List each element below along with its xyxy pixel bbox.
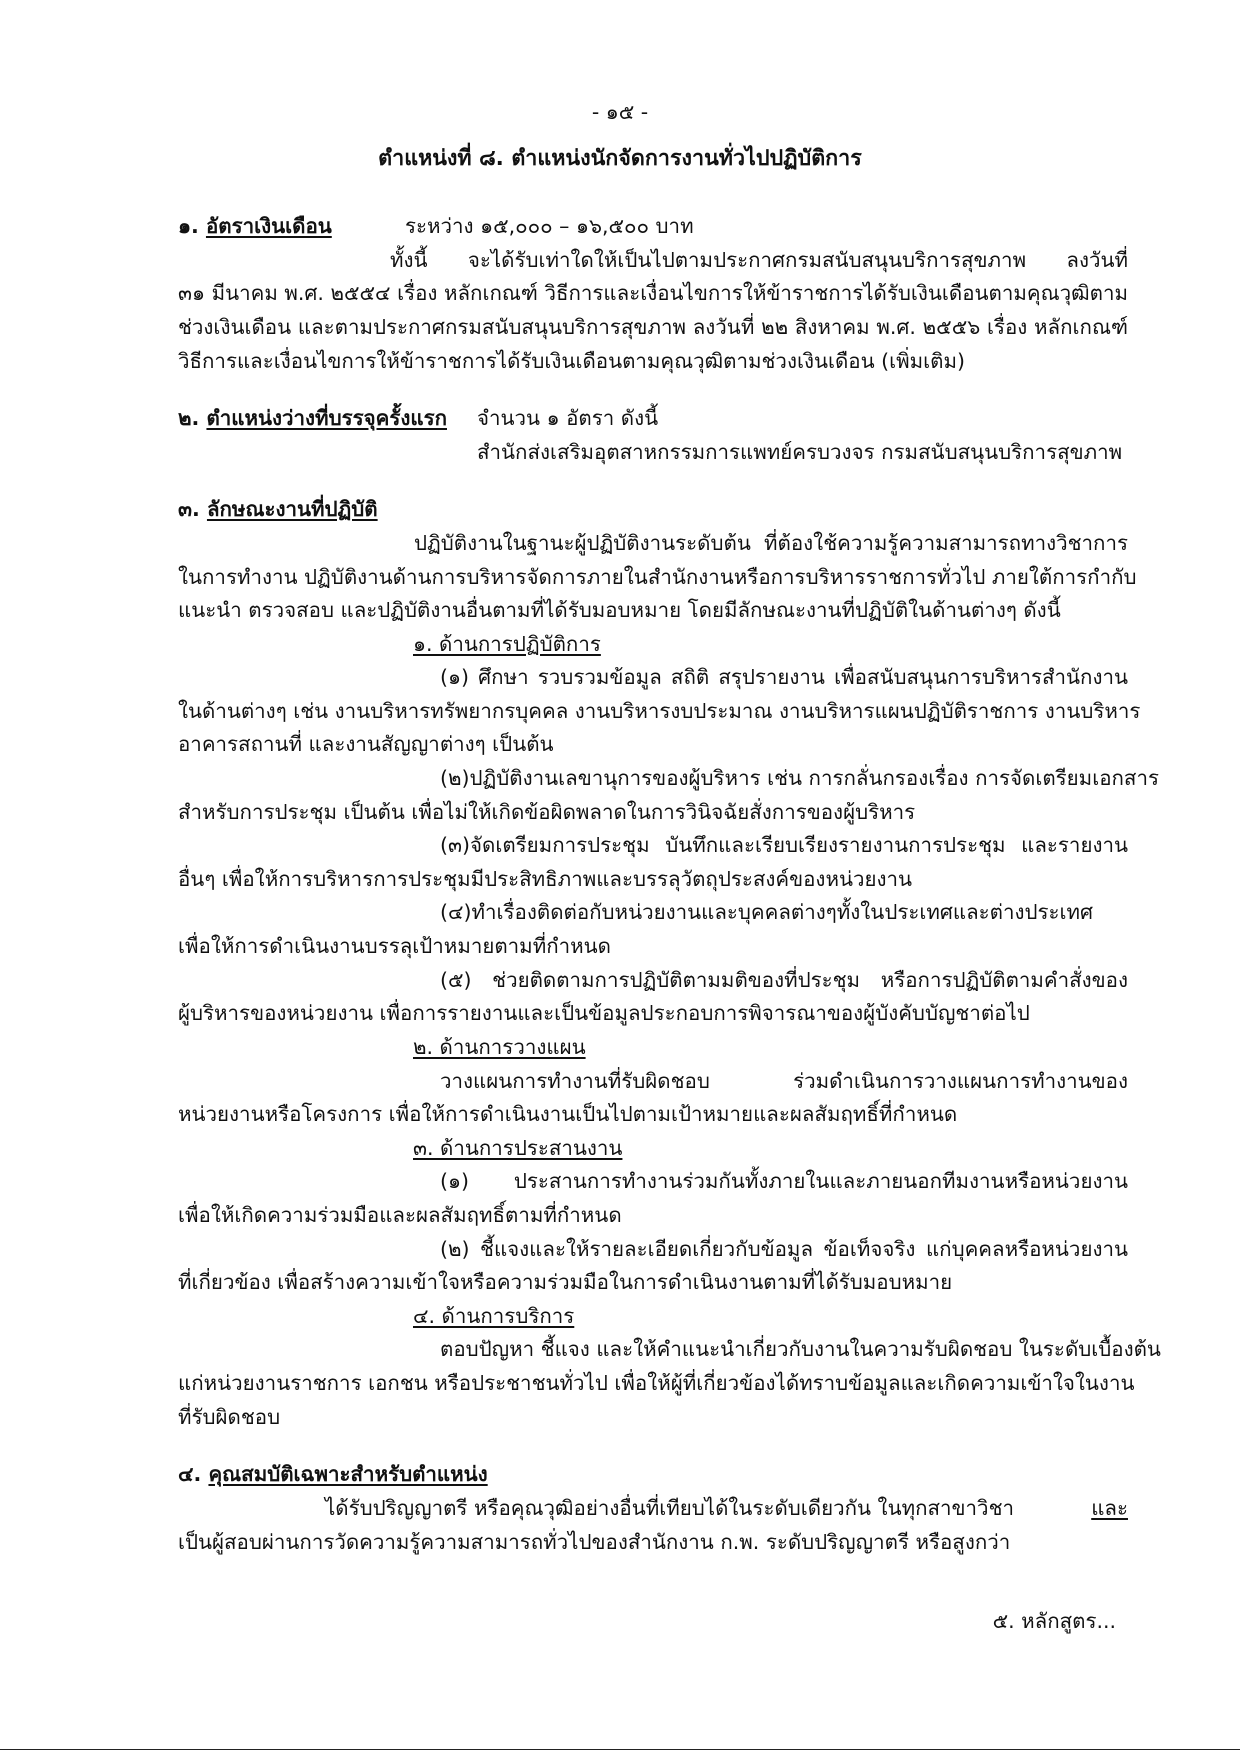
subsection-service-heading: ๔. ด้านการบริการ: [413, 1304, 575, 1328]
qualification-text: ได้รับปริญญาตรี หรือคุณวุฒิอย่างอื่นที่เทียบได้ในระดับเดียวกัน ในทุกสาขาวิชา: [325, 1496, 1014, 1520]
service-line: แก่หน่วยงานราชการ เอกชน หรือประชาชนทั่วไป เพื่อให้ผู้ที่เกี่ยวข้องได้ทราบข้อมูลและเกิดความเข้าใจในงาน: [178, 1371, 1135, 1395]
section3-number: ๓.: [178, 497, 200, 521]
operations-item-line: (๓)จัดเตรียมการประชุม บันทึกและเรียบเรียงรายงานการประชุม และรายงาน: [440, 833, 1128, 857]
planning-line: หน่วยงานหรือโครงการ เพื่อให้การดำเนินงานเป็นไปตามเป้าหมายและผลสัมฤทธิ์ที่กำหนด: [178, 1102, 958, 1126]
salary-range: ระหว่าง ๑๕,๐๐๐ – ๑๖,๕๐๐ บาท: [405, 214, 694, 238]
section1-line: ๓๑ มีนาคม พ.ศ. ๒๕๕๔ เรื่อง หลักเกณฑ์ วิธีการและเงื่อนไขการให้ข้าราชการได้รับเงินเดือนตามคุณวุฒิตาม: [178, 281, 1128, 305]
section3-intro-line: แนะนำ ตรวจสอบ และปฏิบัติงานอื่นตามที่ได้รับมอบหมาย โดยมีลักษณะงานที่ปฏิบัติในด้านต่างๆ ดังนี้: [178, 598, 1061, 622]
section4-title: คุณสมบัติเฉพาะสำหรับตำแหน่ง: [208, 1462, 488, 1486]
operations-item-line: ในด้านต่างๆ เช่น งานบริหารทรัพยากรบุคคล งานบริหารงบประมาณ งานบริหารแผนปฏิบัติราชการ งานบริหาร: [178, 699, 1141, 723]
page-number: - ๑๕ -: [591, 100, 649, 124]
section3-intro-line: ปฏิบัติงานในฐานะผู้ปฏิบัติงานระดับต้น ที่ต้องใช้ความรู้ความสามารถทางวิชาการ: [414, 531, 1128, 555]
operations-item-line: (๕) ช่วยติดตามการปฏิบัติตามมติของที่ประชุม หรือการปฏิบัติตามคำสั่งของ: [440, 968, 1128, 992]
qualification-line: เป็นผู้สอบผ่านการวัดความรู้ความสามารถทั่วไปของสำนักงาน ก.พ. ระดับปริญญาตรี หรือสูงกว่า: [178, 1530, 1011, 1554]
section4-heading: [178, 1458, 488, 1491]
bottom-rule: [0, 1749, 1240, 1750]
section1-line: ช่วงเงินเดือน และตามประกาศกรมสนับสนุนบริการสุขภาพ ลงวันที่ ๒๒ สิงหาคม พ.ศ. ๒๕๕๖ เรื่อง หลักเกณฑ์: [178, 315, 1128, 339]
section2-title: ตำแหน่งว่างที่บรรจุครั้งแรก: [206, 406, 447, 430]
subsection-planning-heading: ๒. ด้านการวางแผน: [413, 1035, 586, 1059]
section3-title: ลักษณะงานที่ปฏิบัติ: [206, 497, 378, 521]
section1-title: อัตราเงินเดือน: [205, 214, 332, 238]
next-page-continuation: ๕. หลักสูตร...: [992, 1609, 1116, 1633]
operations-item-line: (๒)ปฏิบัติงานเลขานุการของผู้บริหาร เช่น การกลั่นกรองเรื่อง การจัดเตรียมเอกสาร: [440, 766, 1159, 790]
service-line: ตอบปัญหา ชี้แจง และให้คำแนะนำเกี่ยวกับงานในความรับผิดชอบ ในระดับเบื้องต้น: [440, 1337, 1161, 1361]
qualification-and: และ: [1091, 1496, 1128, 1520]
vacancy-count: จำนวน ๑ อัตรา ดังนี้: [477, 406, 659, 430]
operations-item-line: สำหรับการประชุม เป็นต้น เพื่อไม่ให้เกิดข้อผิดพลาดในการวินิจฉัยสั่งการของผู้บริหาร: [178, 800, 916, 824]
page-title: ตำแหน่งที่ ๘. ตำแหน่งนักจัดการงานทั่วไปปฏิบัติการ: [378, 146, 862, 171]
section2-heading: [178, 402, 447, 435]
coordination-item-line: (๑) ประสานการทำงานร่วมกันทั้งภายในและภายนอกทีมงานหรือหน่วยงาน: [440, 1169, 1128, 1193]
subsection-operations-heading: ๑. ด้านการปฏิบัติการ: [413, 632, 601, 656]
operations-item-line: อาคารสถานที่ และงานสัญญาต่างๆ เป็นต้น: [178, 732, 554, 756]
section1-line: ทั้งนี้ จะได้รับเท่าใดให้เป็นไปตามประกาศกรมสนับสนุนบริการสุขภาพ ลงวันที่: [390, 248, 1128, 272]
service-line: ที่รับผิดชอบ: [178, 1405, 281, 1429]
section1-number: ๑.: [178, 214, 199, 238]
coordination-item-line: เพื่อให้เกิดความร่วมมือและผลสัมฤทธิ์ตามที่กำหนด: [178, 1203, 622, 1227]
section4-number: ๔.: [178, 1462, 202, 1486]
operations-item-line: (๔)ทำเรื่องติดต่อกับหน่วยงานและบุคคลต่างๆทั้งในประเทศและต่างประเทศ: [440, 900, 1094, 924]
section3-intro-line: ในการทำงาน ปฏิบัติงานด้านการบริหารจัดการภายในสำนักงานหรือการบริหารราชการทั่วไป ภายใต้การกำกับ: [178, 565, 1137, 589]
section1-heading: [178, 210, 332, 243]
qualification-line: [325, 1492, 1128, 1525]
planning-line: วางแผนการทำงานที่รับผิดชอบ ร่วมดำเนินการวางแผนการทำงานของ: [440, 1069, 1128, 1093]
section2-number: ๒.: [178, 406, 200, 430]
operations-item-line: เพื่อให้การดำเนินงานบรรลุเป้าหมายตามที่กำหนด: [178, 934, 611, 958]
operations-item-line: ผู้บริหารของหน่วยงาน เพื่อการรายงานและเป็นข้อมูลประกอบการพิจารณาของผู้บังคับบัญชาต่อไป: [178, 1001, 1030, 1025]
coordination-item-line: ที่เกี่ยวข้อง เพื่อสร้างความเข้าใจหรือความร่วมมือในการดำเนินงานตามที่ได้รับมอบหมาย: [178, 1270, 953, 1294]
subsection-coordination-heading: ๓. ด้านการประสานงาน: [413, 1136, 623, 1160]
vacancy-unit: สำนักส่งเสริมอุตสาหกรรมการแพทย์ครบวงจร กรมสนับสนุนบริการสุขภาพ: [477, 440, 1123, 464]
operations-item-line: อื่นๆ เพื่อให้การบริหารการประชุมมีประสิทธิภาพและบรรลุวัตถุประสงค์ของหน่วยงาน: [178, 867, 913, 891]
coordination-item-line: (๒) ชี้แจงและให้รายละเอียดเกี่ยวกับข้อมูล ข้อเท็จจริง แก่บุคคลหรือหน่วยงาน: [440, 1237, 1128, 1261]
section3-heading: [178, 493, 378, 526]
operations-item-line: (๑) ศึกษา รวบรวมข้อมูล สถิติ สรุปรายงาน เพื่อสนับสนุนการบริหารสำนักงาน: [440, 665, 1128, 689]
section1-line: วิธีการและเงื่อนไขการให้ข้าราชการได้รับเงินเดือนตามคุณวุฒิตามช่วงเงินเดือน (เพิ่มเติม): [178, 349, 966, 373]
